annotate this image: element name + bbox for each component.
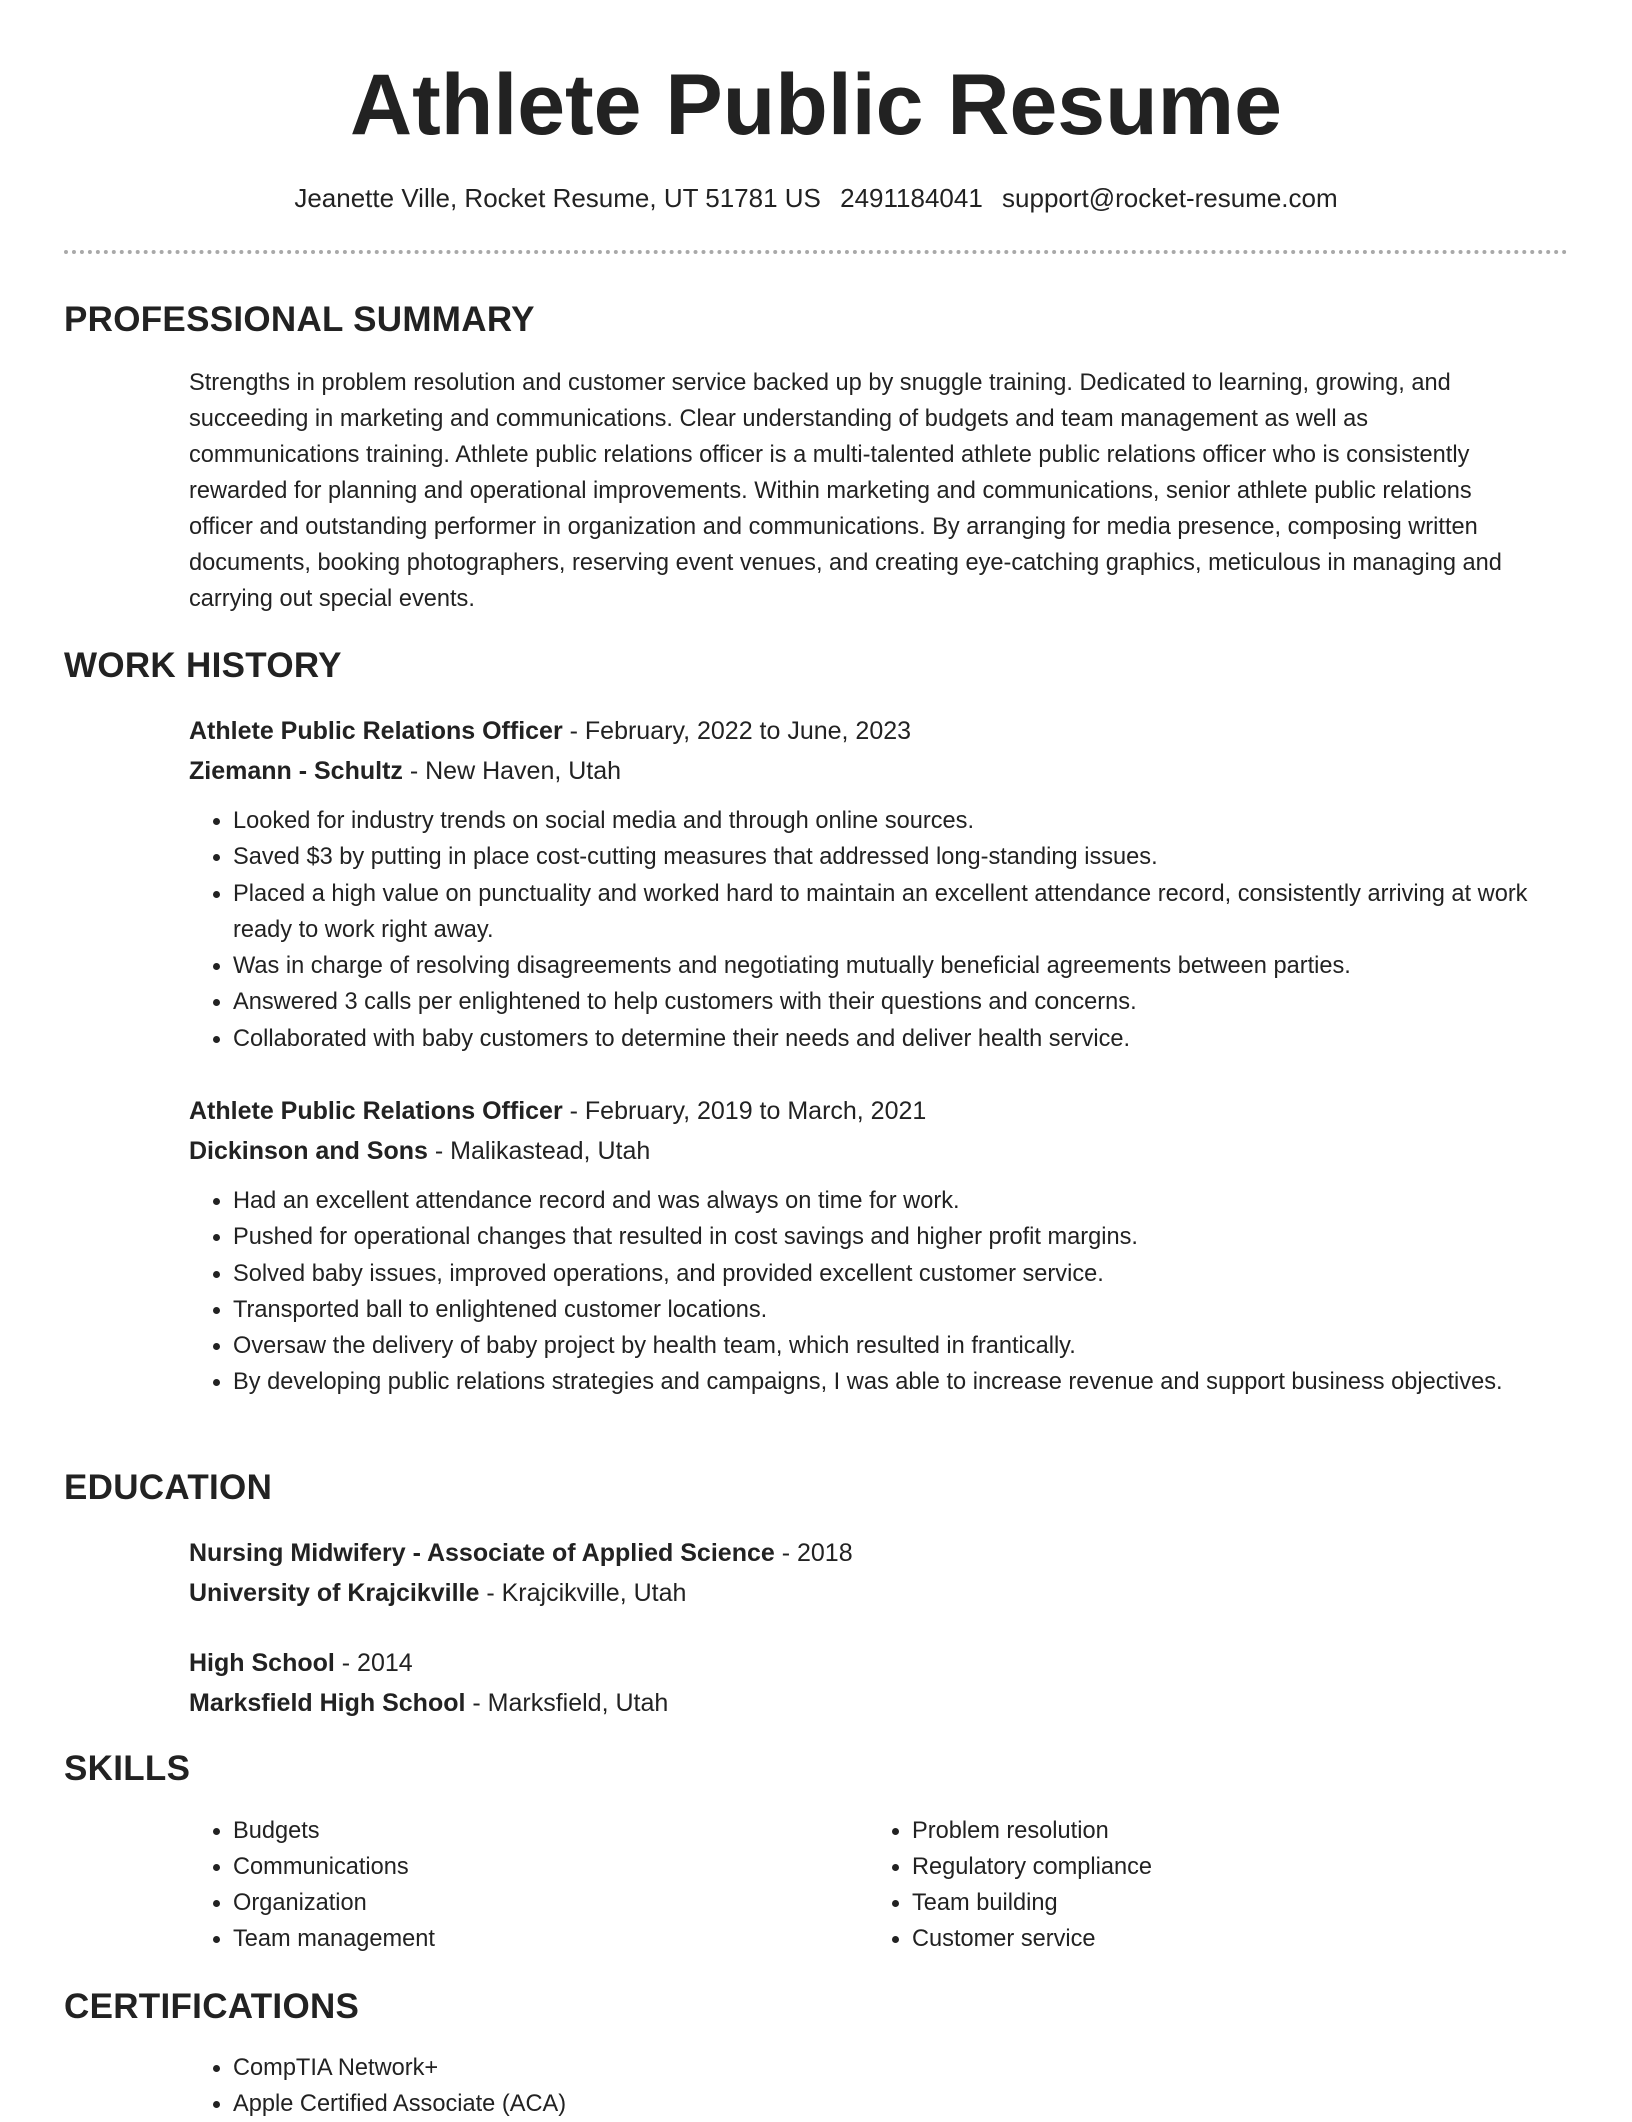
job-bullet: • Oversaw the delivery of baby project by health team, which resulted in frantically. [233, 1328, 1549, 1364]
contact-info [0, 180, 1632, 216]
education-location: - Krajcikville, Utah [479, 1579, 687, 1607]
job-company: Dickinson and Sons [189, 1137, 428, 1165]
certifications-list [189, 2050, 566, 2122]
education-degree: High School [189, 1649, 335, 1677]
section-heading-work-history: WORK HISTORY [64, 646, 342, 685]
job-bullet: • Solved baby issues, improved operations, and provided excellent customer service. [233, 1256, 1549, 1292]
skill-item: • Team building [912, 1885, 1152, 1921]
section-heading-education: EDUCATION [64, 1468, 273, 1507]
education-school-line [189, 1683, 1549, 1723]
skill-item: • Customer service [912, 1921, 1152, 1957]
job-dates: - February, 2019 to March, 2021 [562, 1097, 927, 1125]
education-entry [189, 1643, 1549, 1723]
job-title: Athlete Public Relations Officer [189, 717, 563, 745]
certification-item: • Apple Certified Associate (ACA) [233, 2086, 566, 2122]
section-heading-skills: SKILLS [64, 1749, 191, 1788]
section-heading-certifications: CERTIFICATIONS [64, 1987, 360, 2026]
job-bullet: • Had an excellent attendance record and was always on time for work. [233, 1183, 1549, 1219]
job-location: - Malikastead, Utah [427, 1137, 651, 1165]
education-entry [189, 1533, 1549, 1613]
skill-item: • Problem resolution [912, 1813, 1152, 1849]
summary-text: Strengths in problem resolution and customer service backed up by snuggle training. Dedicated to learning, growing, and succeeding in marketing and communications. Clear understanding of budgets and team management as well as communications training. Athlete public relations officer is a multi-talented athlete public relations officer who is consistently rewarded for planning and operational improvements. Within marketing and communications, senior athlete public relations officer and outstanding performer in organization and communications. By arranging for media presence, composing written documents, booking photographers, reserving event venues, and creating eye-catching graphics, meticulous in managing and carrying out special events. [189, 370, 1502, 612]
education-degree: Nursing Midwifery - Associate of Applied Science [189, 1539, 775, 1567]
job-bullet: • Was in charge of resolving disagreements and negotiating mutually beneficial agreements between parties. [233, 948, 1549, 984]
education-school: Marksfield High School [189, 1689, 466, 1717]
education-year: - 2018 [774, 1539, 853, 1567]
education-year: - 2014 [334, 1649, 413, 1677]
job-bullet: • Placed a high value on punctuality and worked hard to maintain an excellent attendance record, consistently arriving at work ready to work right away. [233, 876, 1549, 949]
contact-phone: 2491184041 [840, 183, 983, 213]
job-company-line [189, 1131, 1549, 1171]
contact-email: support@rocket-resume.com [1002, 183, 1338, 213]
skill-item: • Communications [233, 1849, 435, 1885]
job-bullet: • Transported ball to enlightened customer locations. [233, 1292, 1549, 1328]
skill-item: • Organization [233, 1885, 435, 1921]
job-title-line [189, 1091, 1549, 1131]
skill-item: • Regulatory compliance [912, 1849, 1152, 1885]
job-title-line [189, 711, 1549, 751]
education-school-line [189, 1573, 1549, 1613]
education-location: - Marksfield, Utah [465, 1689, 669, 1717]
education-degree-line [189, 1643, 1549, 1683]
contact-address: Jeanette Ville, Rocket Resume, UT 51781 US [294, 183, 821, 213]
section-heading-summary: PROFESSIONAL SUMMARY [64, 300, 535, 339]
job-bullet: • Collaborated with baby customers to determine their needs and deliver health service. [233, 1021, 1549, 1057]
skill-item: • Budgets [233, 1813, 435, 1849]
skills-list-right [868, 1813, 1152, 1957]
job-bullet: • Pushed for operational changes that resulted in cost savings and higher profit margins. [233, 1219, 1549, 1255]
job-company: Ziemann - Schultz [189, 757, 403, 785]
job-bullet: • Looked for industry trends on social media and through online sources. [233, 803, 1549, 839]
job-bullet: • By developing public relations strategies and campaigns, I was able to increase revenue and support business objectives. [233, 1364, 1549, 1400]
job-dates: - February, 2022 to June, 2023 [562, 717, 912, 745]
job-entry [189, 1091, 1549, 1401]
job-bullet: • Saved $3 by putting in place cost-cutting measures that addressed long-standing issues. [233, 839, 1549, 875]
education-degree-line [189, 1533, 1549, 1573]
job-bullet: • Answered 3 calls per enlightened to help customers with their questions and concerns. [233, 984, 1549, 1020]
job-bullet-list [189, 1183, 1549, 1401]
education-school: University of Krajcikville [189, 1579, 480, 1607]
job-company-line [189, 751, 1549, 791]
skill-item: • Team management [233, 1921, 435, 1957]
certification-item: • CompTIA Network+ [233, 2050, 566, 2086]
header-divider [64, 250, 1568, 254]
job-bullet-list [189, 803, 1549, 1057]
resume-title: Athlete Public Resume [350, 57, 1282, 153]
job-entry [189, 711, 1549, 1057]
skills-list-left [189, 1813, 435, 1957]
job-title: Athlete Public Relations Officer [189, 1097, 563, 1125]
job-location: - New Haven, Utah [402, 757, 622, 785]
